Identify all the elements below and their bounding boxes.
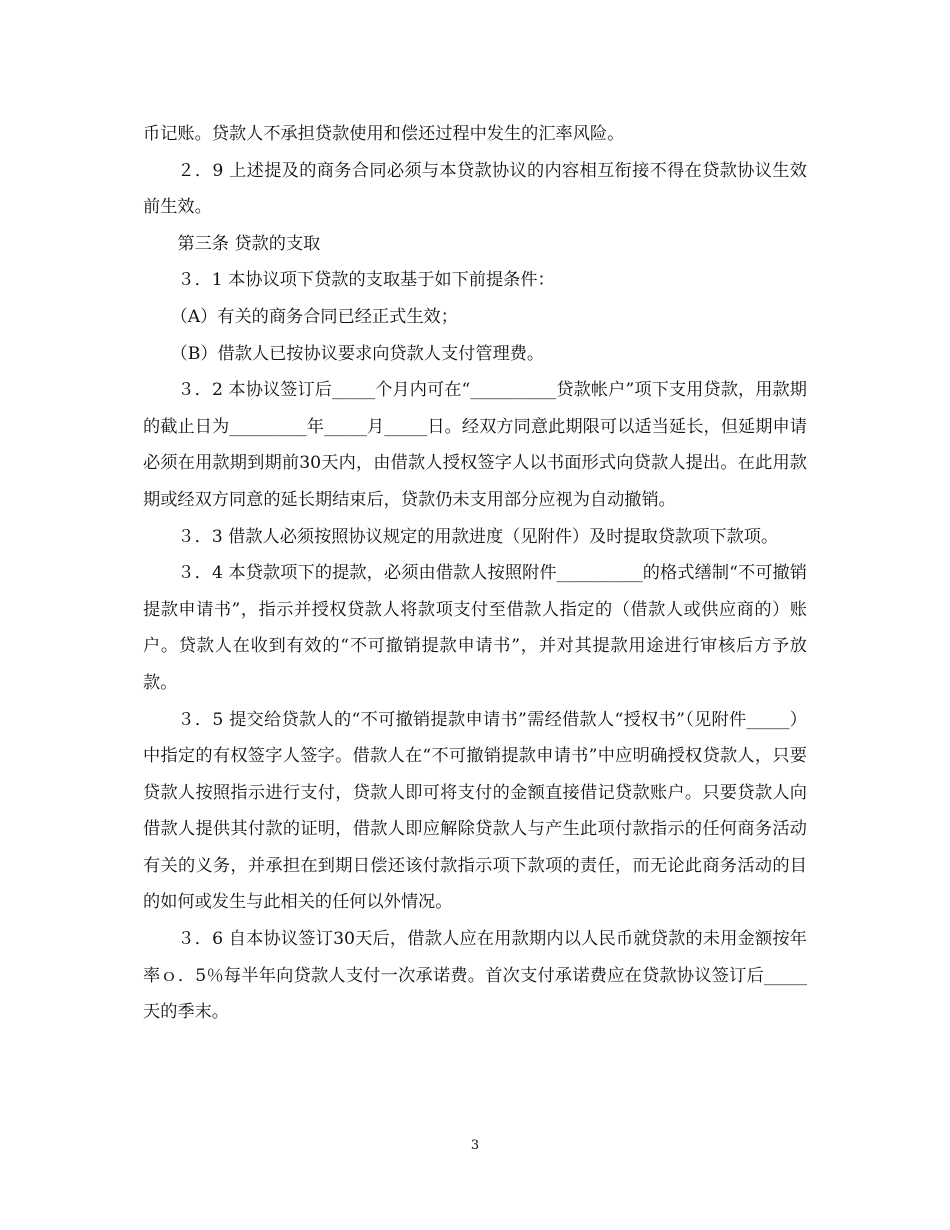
article-heading: 第三条 贷款的支取 (177, 233, 321, 254)
paragraph-continuation: 币记账。贷款人不承担贷款使用和偿还过程中发生的汇率风险。 (143, 124, 625, 144)
condition-a: （A）有关的商务合同已经正式生效； (170, 306, 458, 327)
paragraph-3-1: ３．1 本协议项下贷款的支取基于如下前提条件： (177, 270, 555, 291)
paragraph-2-9: ２．9 上述提及的商务合同必须与本贷款协议的内容相互衔接不得在贷款协议生效前生效。 (143, 160, 807, 218)
paragraph-3-4: ３．4 本贷款项下的提款，必须由借款人按照附件__________的格式缮制“不可撤销提款申请书”，指示并授权贷款人将款项支付至借款人指定的（借款人或供应商的）账户。贷款人在收到有效的“不可撤销提款申请书”，并对其提款用途进行审核后方予放款。 (143, 563, 807, 693)
paragraph-3-5: ３．5 提交给贷款人的“不可撤销提款申请书”需经借款人“授权书”（见附件_____）中指定的有权签字人签字。借款人在“不可撤销提款申请书”中应明确授权贷款人，只要贷款人按照指示进行支付，贷款人即可将支付的金额直接借记贷款账户。只要贷款人向借款人提供其付款的证明，借款人即应解除贷款人与产生此项付款指示的任何商务活动有关的义务，并承担在到期日偿还该付款指示项下款项的责任，而无论此商务活动的目的如何或发生与此相关的任何以外情况。 (143, 709, 807, 913)
page-number: 3 (470, 1138, 480, 1153)
paragraph-3-2: ３．2 本协议签订后_____个月内可在“__________贷款帐户”项下支用贷款，用款期的截止日为_________年_____月_____日。经双方同意此期限可以适当延长，但延期申请必须在用款期到期前30天内，由借款人授权签字人以书面形式向贷款人提出。在此用款期或经双方同意的延长期结束后，贷款仍未支用部分应视为自动撤销。 (143, 380, 807, 510)
paragraph-3-3: ３．3 借款人必须按照协议规定的用款进度（见附件）及时提取贷款项下款项。 (177, 526, 779, 547)
condition-b: （B）借款人已按协议要求向贷款人支付管理费。 (170, 343, 545, 364)
paragraph-3-6: ３．6 自本协议签订30天后，借款人应在用款期内以人民币就贷款的未用金额按年率ｏ．5％每半年向贷款人支付一次承诺费。首次支付承诺费应在贷款协议签订后_____天的季末。 (143, 929, 807, 1023)
document-body (143, 116, 807, 1031)
